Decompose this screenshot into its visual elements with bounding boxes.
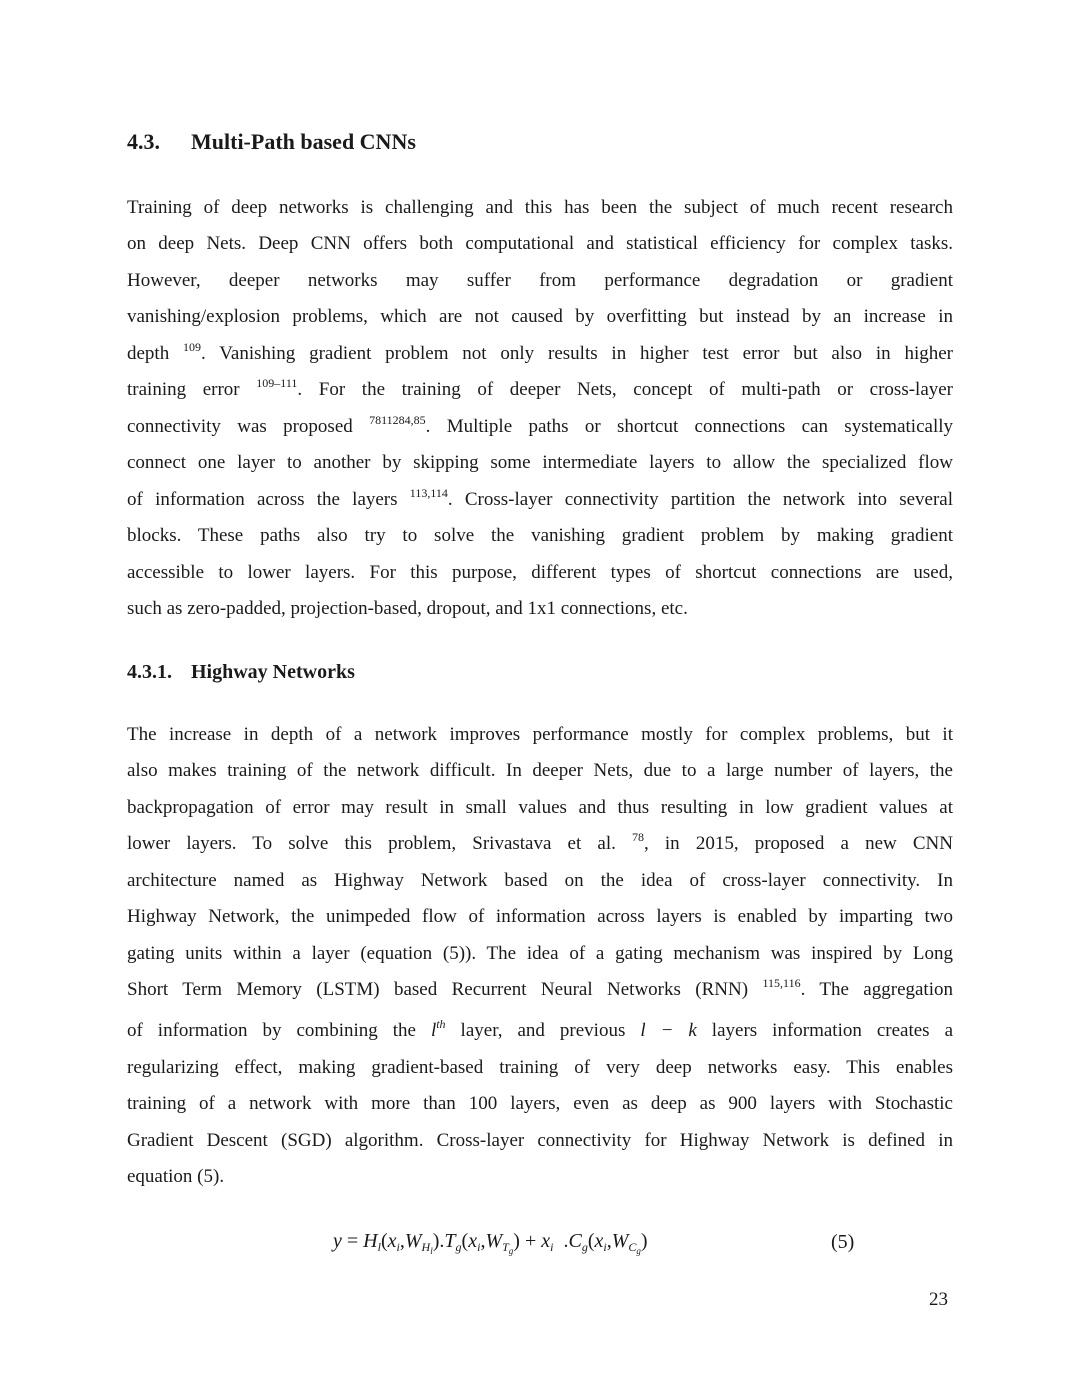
eq-paren: ( — [380, 1230, 388, 1252]
eq-subscript-text: C — [628, 1240, 637, 1254]
eq-paren: ) — [640, 1230, 648, 1252]
text-line: connect one layer to another by skipping some intermediate layers to allow the specialized flow — [127, 452, 953, 473]
subsection-heading — [127, 659, 355, 685]
eq-term: y — [333, 1230, 342, 1252]
text-line: architecture named as Highway Network based on the idea of cross-layer connectivity. In — [127, 870, 953, 891]
text-line: However, deeper networks may suffer from performance degradation or gradient — [127, 270, 953, 291]
eq-comma: , — [480, 1230, 486, 1252]
eq-subscript-text: H — [421, 1240, 431, 1254]
section-heading — [127, 129, 416, 155]
math-superscript-th: th — [436, 1017, 446, 1031]
text-run: . Cross-layer connectivity partition the network into several — [447, 489, 953, 510]
eq-operator: = — [341, 1230, 364, 1252]
subsection-number: 4.3.1. — [127, 661, 172, 683]
text-line: also makes training of the network difficult. In deeper Nets, due to a large number of layers, the — [127, 760, 953, 781]
eq-subscript: i — [550, 1240, 554, 1254]
text-line: Highway Network, the unimpeded flow of information across layers is enabled by imparting two — [127, 906, 953, 927]
eq-paren: ( — [461, 1230, 469, 1252]
text-line — [127, 378, 953, 402]
eq-subscript: i — [477, 1240, 481, 1254]
eq-term: x — [594, 1230, 604, 1252]
text-run: . The aggregation — [800, 979, 953, 1000]
text-run: depth — [127, 343, 184, 364]
text-line: equation (5). — [127, 1166, 225, 1187]
eq-term: W — [404, 1230, 422, 1252]
eq-comma: , — [606, 1230, 612, 1252]
eq-term: x — [387, 1230, 397, 1252]
eq-subscript: l — [377, 1240, 381, 1254]
eq-subscript — [502, 1240, 513, 1254]
eq-subscript — [422, 1240, 433, 1254]
text-run: layers information creates a — [696, 1020, 953, 1041]
eq-term: W — [485, 1230, 503, 1252]
text-line: training of a network with more than 100 layers, even as deep as 900 layers with Stochastic — [127, 1093, 953, 1114]
eq-operator: + — [519, 1230, 542, 1252]
eq-subscript: i — [603, 1240, 607, 1254]
text-run: , in 2015, proposed a new CNN — [644, 833, 953, 854]
text-line: gating units within a layer (equation (5)). The idea of a gating mechanism was inspired by Long — [127, 943, 953, 964]
citation: 115,116 — [762, 976, 801, 990]
eq-term: x — [541, 1230, 551, 1252]
eq-term: x — [468, 1230, 478, 1252]
citation: 78 — [632, 830, 645, 844]
eq-term: C — [568, 1230, 582, 1252]
eq-subscript-text: T — [502, 1240, 509, 1254]
citation: 113,114 — [409, 486, 448, 500]
text-run: training error — [127, 379, 257, 400]
text-line — [127, 342, 953, 366]
eq-subsubscript: l — [430, 1246, 433, 1256]
subsection-title: Highway Networks — [191, 661, 355, 683]
text-run: of information by combining the — [127, 1020, 431, 1041]
text-line — [127, 415, 953, 439]
eq-comma: , — [399, 1230, 405, 1252]
text-line: on deep Nets. Deep CNN offers both computational and statistical efficiency for complex tasks. — [127, 233, 953, 254]
text-line: such as zero-padded, projection-based, dropout, and 1x1 connections, etc. — [127, 598, 688, 619]
eq-subscript: i — [396, 1240, 400, 1254]
text-line: blocks. These paths also try to solve the vanishing gradient problem by making gradient — [127, 525, 953, 546]
eq-subsubscript: g — [508, 1246, 514, 1256]
text-run: connectivity was proposed — [127, 416, 370, 437]
text-line: regularizing effect, making gradient-based training of very deep networks easy. This enables — [127, 1057, 953, 1078]
text-line — [127, 488, 953, 512]
citation: 109–111 — [256, 376, 298, 390]
text-run: . Vanishing gradient problem not only results in higher test error but also in higher — [201, 343, 953, 364]
page-number: 23 — [929, 1289, 948, 1310]
text-line: The increase in depth of a network improves performance mostly for complex problems, but it — [127, 724, 953, 745]
citation: 109 — [183, 340, 202, 354]
eq-term: H — [363, 1230, 378, 1252]
text-run: lower layers. To solve this problem, Srivastava et al. — [127, 833, 633, 854]
text-line: accessible to lower layers. For this purpose, different types of shortcut connections are used, — [127, 562, 953, 583]
section-title: Multi-Path based CNNs — [191, 129, 416, 154]
eq-paren: ) — [513, 1230, 520, 1252]
text-line: Gradient Descent (SGD) algorithm. Cross-layer connectivity for Highway Network is defined in — [127, 1130, 953, 1151]
text-line: backpropagation of error may result in small values and thus resulting in low gradient values at — [127, 797, 953, 818]
eq-paren: ). — [432, 1230, 445, 1252]
text-line — [127, 978, 953, 1002]
equation-number: (5) — [831, 1231, 855, 1253]
math-l-minus-k: l − k — [640, 1020, 697, 1041]
eq-operator: . — [553, 1230, 569, 1252]
text-run: layer, and previous — [445, 1020, 641, 1041]
text-line: Training of deep networks is challenging and this has been the subject of much recent research — [127, 197, 953, 218]
text-line: vanishing/explosion problems, which are not caused by overfitting but instead by an increase in — [127, 306, 953, 327]
eq-subsubscript: g — [636, 1246, 641, 1256]
text-line — [127, 832, 953, 856]
eq-subscript: g — [581, 1240, 588, 1254]
text-run: of information across the layers — [127, 489, 410, 510]
text-run: . Multiple paths or shortcut connections can systematically — [425, 416, 953, 437]
text-run: Short Term Memory (LSTM) based Recurrent Neural Networks (RNN) — [127, 979, 763, 1000]
citation: 7811284,85 — [369, 413, 426, 427]
equation-5 — [333, 1228, 648, 1264]
eq-subscript — [628, 1240, 641, 1254]
eq-term: T — [444, 1230, 456, 1252]
text-line — [127, 1019, 953, 1043]
eq-paren: ( — [587, 1230, 595, 1252]
math-l: l — [430, 1020, 437, 1041]
text-run: . For the training of deeper Nets, concept of multi-path or cross-layer — [297, 379, 954, 400]
eq-subscript: g — [455, 1240, 462, 1254]
eq-term: W — [611, 1230, 629, 1252]
section-number: 4.3. — [127, 129, 160, 154]
